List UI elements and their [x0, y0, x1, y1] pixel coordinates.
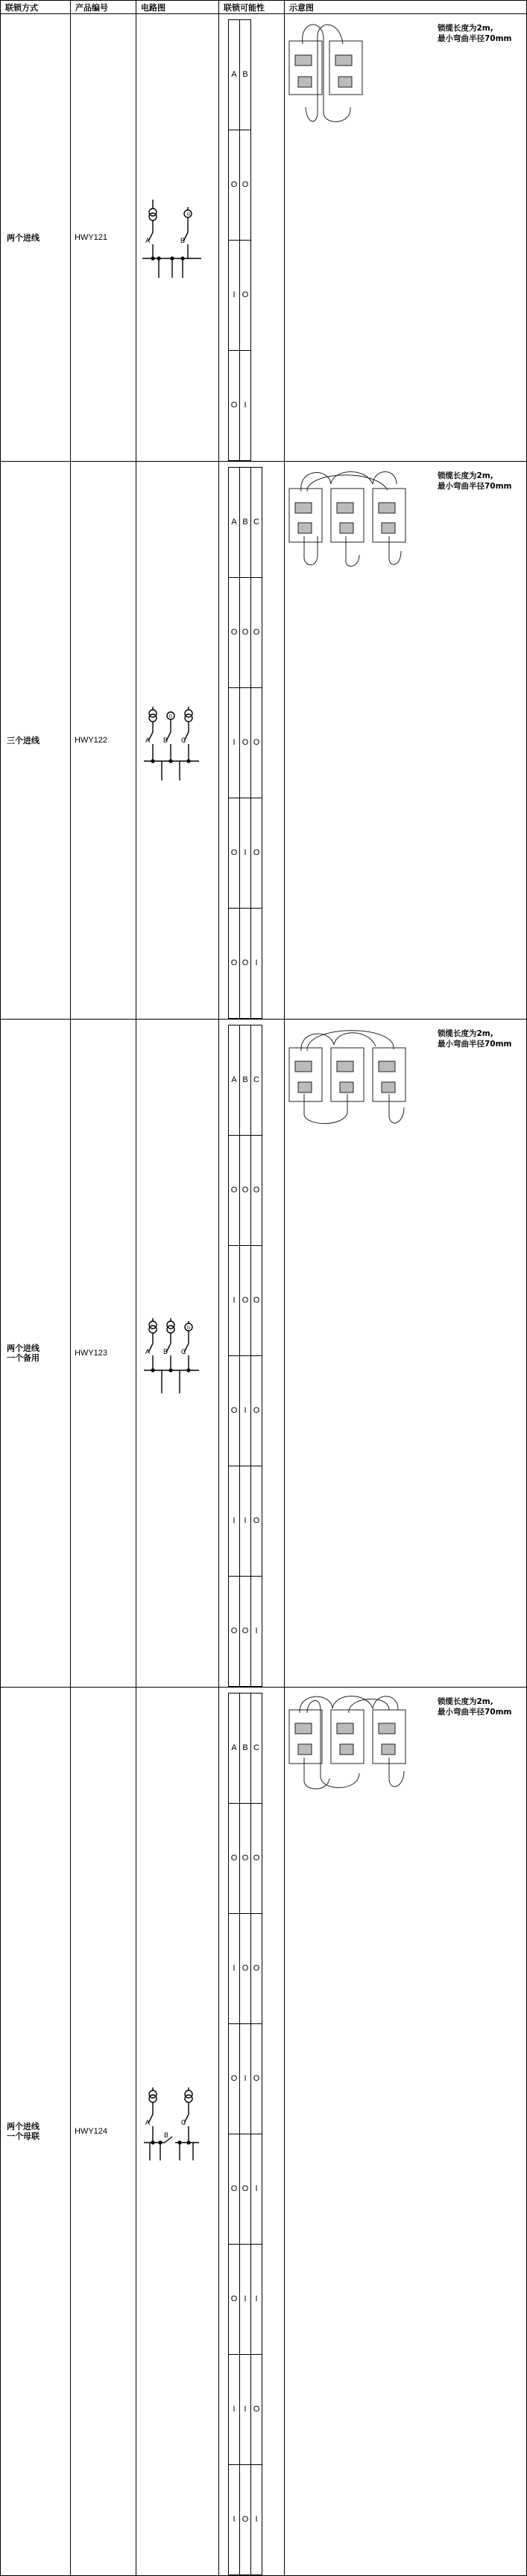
method-cell: [1, 1020, 71, 1688]
truth-cell: O: [251, 2355, 262, 2465]
svg-text:G: G: [168, 714, 173, 719]
lock-illustration: [285, 462, 434, 571]
truth-cell: O: [229, 1804, 240, 1914]
circuit-cell: [136, 462, 219, 1020]
truth-cell: O: [240, 1804, 251, 1914]
truth-cell: I: [240, 2245, 251, 2355]
method-line: 两个进线: [7, 2122, 40, 2131]
truth-cell: I: [251, 2245, 262, 2355]
note: [438, 471, 512, 492]
truth-cell: O: [240, 578, 251, 688]
header-circuit: 电路图: [136, 1, 219, 14]
svg-text:B: B: [163, 736, 168, 744]
truth-cell: O: [251, 1804, 262, 1914]
header-product: 产品编号: [71, 1, 136, 14]
truth-cell: C: [251, 1694, 262, 1804]
truth-cell: O: [240, 241, 251, 351]
truth-cell: O: [229, 578, 240, 688]
truth-cell: O: [240, 1577, 251, 1687]
truth-cell: I: [240, 351, 251, 461]
table-row: [1, 462, 527, 1020]
logic-cell: [219, 1688, 285, 2576]
method-line: 一个母联: [7, 2131, 40, 2141]
truth-cell: I: [251, 2465, 262, 2575]
truth-cell: A: [229, 20, 240, 130]
truth-cell: O: [251, 578, 262, 688]
truth-cell: I: [240, 2024, 251, 2134]
truth-cell: A: [229, 468, 240, 578]
truth-cell: B: [240, 468, 251, 578]
method-line: 两个进线: [7, 1343, 40, 1353]
svg-text:B: B: [163, 1347, 168, 1355]
svg-text:A: A: [145, 736, 151, 744]
truth-cell: A: [229, 1694, 240, 1804]
svg-text:G: G: [186, 1326, 191, 1330]
note-line: 最小弯曲半径70mm: [438, 482, 512, 491]
note: [438, 1028, 512, 1049]
product-code: HWY124: [71, 1688, 136, 2576]
illustration-cell: [285, 14, 527, 462]
truth-cell: O: [240, 1246, 251, 1356]
product-code: HWY121: [71, 14, 136, 462]
truth-cell: B: [240, 20, 251, 130]
truth-cell: O: [251, 798, 262, 909]
logic-cell: [219, 1020, 285, 1688]
illustration-cell: [285, 1020, 527, 1688]
note: [438, 1696, 512, 1717]
circuit-cell: [136, 14, 219, 462]
truth-cell: O: [229, 1356, 240, 1466]
truth-cell: I: [251, 2134, 262, 2245]
truth-cell: O: [240, 1914, 251, 2024]
circuit-diagram: [136, 183, 218, 293]
truth-cell: I: [240, 2355, 251, 2465]
note-line: 锁缆长度为2m,: [438, 1029, 493, 1038]
truth-cell: O: [251, 1246, 262, 1356]
truth-cell: O: [229, 1577, 240, 1687]
method-cell: [1, 462, 71, 1020]
truth-cell: O: [240, 688, 251, 798]
truth-cell: I: [251, 909, 262, 1019]
note: [438, 23, 512, 44]
truth-cell: O: [240, 130, 251, 241]
truth-cell: O: [251, 1466, 262, 1577]
truth-cell: O: [229, 2245, 240, 2355]
truth-cell: I: [229, 241, 240, 351]
truth-cell: A: [229, 1025, 240, 1136]
truth-cell: I: [229, 2355, 240, 2465]
svg-text:A: A: [145, 1347, 151, 1355]
truth-cell: O: [229, 130, 240, 241]
truth-cell: O: [240, 2134, 251, 2245]
header-row: [1, 1, 527, 14]
note-line: 最小弯曲半径70mm: [438, 34, 512, 43]
svg-text:B: B: [164, 2131, 169, 2139]
svg-text:G: G: [186, 212, 191, 217]
header-method: 联锁方式: [1, 1, 71, 14]
circuit-diagram: [136, 2077, 218, 2187]
table-row: [1, 14, 527, 462]
lock-illustration: [285, 14, 434, 124]
note-line: 锁缆长度为2m,: [438, 24, 493, 33]
method-line: 两个进线: [7, 232, 40, 243]
table-row: [1, 1020, 527, 1688]
truth-cell: B: [240, 1025, 251, 1136]
truth-cell: I: [251, 1577, 262, 1687]
circuit-diagram: [136, 1299, 218, 1408]
note-line: 锁缆长度为2m,: [438, 471, 493, 480]
truth-cell: C: [251, 1025, 262, 1136]
note-line: 最小弯曲半径70mm: [438, 1708, 512, 1717]
truth-cell: I: [229, 1246, 240, 1356]
method-cell: [1, 14, 71, 462]
illustration-cell: [285, 1688, 527, 2576]
note-line: 最小弯曲半径70mm: [438, 1040, 512, 1049]
truth-cell: I: [240, 1466, 251, 1577]
truth-cell: O: [229, 351, 240, 461]
truth-cell: I: [229, 688, 240, 798]
circuit-cell: [136, 1020, 219, 1688]
truth-cell: O: [229, 2134, 240, 2245]
truth-cell: O: [251, 1356, 262, 1466]
method-line: 三个进线: [7, 735, 40, 745]
table-row: [1, 1688, 527, 2576]
breaker-label-a: A: [145, 236, 151, 244]
truth-cell: O: [229, 798, 240, 909]
truth-cell: O: [240, 909, 251, 1019]
truth-cell: O: [229, 1136, 240, 1246]
lock-illustration: [285, 1020, 434, 1129]
svg-text:C: C: [181, 2118, 186, 2126]
svg-text:C: C: [181, 1347, 186, 1355]
illustration-cell: [285, 462, 527, 1020]
product-code: HWY123: [71, 1020, 136, 1688]
breaker-label-b: B: [180, 236, 186, 244]
logic-cell: [219, 462, 285, 1020]
truth-cell: B: [240, 1694, 251, 1804]
lock-illustration: [285, 1688, 434, 1797]
truth-cell: O: [229, 909, 240, 1019]
truth-cell: I: [240, 1356, 251, 1466]
truth-cell: O: [240, 2465, 251, 2575]
product-code: HWY122: [71, 462, 136, 1020]
truth-table: [228, 467, 262, 1019]
truth-table: [228, 1025, 262, 1687]
truth-cell: O: [251, 1136, 262, 1246]
truth-table: [228, 19, 251, 461]
truth-cell: O: [251, 2024, 262, 2134]
circuit-diagram: [136, 686, 218, 795]
truth-cell: I: [229, 1914, 240, 2024]
svg-text:C: C: [181, 736, 186, 744]
truth-cell: O: [251, 688, 262, 798]
svg-text:A: A: [145, 2118, 151, 2126]
truth-cell: I: [240, 798, 251, 909]
method-line: 一个备用: [7, 1353, 40, 1363]
truth-cell: I: [229, 2465, 240, 2575]
truth-cell: I: [229, 1466, 240, 1577]
header-logic: 联锁可能性: [219, 1, 285, 14]
truth-cell: O: [240, 1136, 251, 1246]
truth-table: [228, 1693, 262, 2575]
header-illustration: 示意图: [285, 1, 527, 14]
note-line: 锁缆长度为2m,: [438, 1697, 493, 1706]
logic-cell: [219, 14, 285, 462]
truth-cell: O: [251, 1914, 262, 2024]
truth-cell: C: [251, 468, 262, 578]
truth-cell: O: [229, 2024, 240, 2134]
circuit-cell: [136, 1688, 219, 2576]
method-cell: [1, 1688, 71, 2576]
